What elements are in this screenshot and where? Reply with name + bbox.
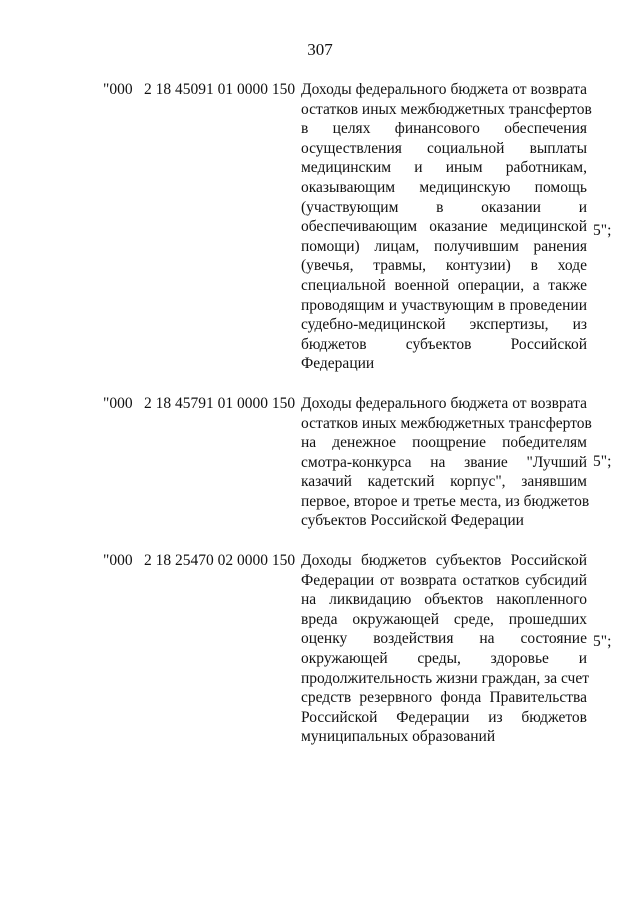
income-description [301,394,592,531]
budget-classification-code: 2 18 45091 01 0000 150 [144,81,296,98]
administrator-code: "000 [103,81,133,98]
description-line: казачий кадетский корпус", занявшим [301,473,587,491]
description-line: на ликвидацию объектов накопленного [301,591,587,609]
description-line: помощи) лицам, получившим ранения [301,237,587,255]
description-line: остатков иных межбюджетных трансфертов [301,100,592,118]
description-line: медицинским и иным работникам, [301,159,587,177]
description-line: обеспечивающим оказание медицинской [301,218,587,236]
budget-classification-code: 2 18 45791 01 0000 150 [144,394,296,412]
table-row [103,394,618,531]
page-number: 307 [307,40,333,59]
description-line: проводящим и участвующим в проведении [301,296,587,314]
description-line: Доходы федерального бюджета от возврата [301,81,587,98]
description-line: специальной военной операции, а также [301,276,587,294]
table-row [103,551,618,747]
description-line: на денежное поощрение победителям [301,434,587,452]
description-line: бюджетов субъектов Российской [301,335,587,353]
budget-classification-code: 2 18 25470 02 0000 150 [144,552,296,570]
description-line: Российской Федерации из бюджетов [301,708,587,726]
income-description [301,551,587,747]
row-suffix: 5"; [593,633,612,651]
description-line: первое, второе и третье места, из бюджетов [301,492,590,510]
document-table [0,80,640,747]
table-row [103,80,618,374]
description-line: Доходы федерального бюджета от возврата [301,394,587,412]
description-line: вреда окружающей среде, прошедших [301,610,587,628]
income-description [301,80,592,374]
description-line: муниципальных образований [301,728,496,746]
description-line: Доходы бюджетов субъектов Российской [301,552,587,570]
administrator-code: "000 [103,552,133,570]
row-suffix: 5"; [593,452,612,470]
description-line: остатков иных межбюджетных трансфертов [301,414,592,432]
description-line: (участвующим в оказании и [301,198,587,216]
description-line: Федерации от возврата остатков субсидий [301,571,587,589]
row-suffix: 5"; [593,222,612,239]
description-line: оказывающим медицинскую помощь [301,178,587,196]
description-line: оценку воздействия на состояние [301,630,587,648]
description-line: продолжительность жизни граждан, за счет [301,669,589,687]
administrator-code: "000 [103,394,133,412]
description-line: судебно-медицинской экспертизы, из [301,316,587,334]
description-line: Федерации [301,355,375,373]
description-line: в целях финансового обеспечения [301,120,587,138]
description-line: смотра-конкурса на звание "Лучший [301,453,587,471]
description-line: субъектов Российской Федерации [301,512,524,530]
description-line: средств резервного фонда Правительства [301,689,587,707]
description-line: осуществления социальной выплаты [301,139,587,157]
description-line: окружающей среды, здоровье и [301,650,587,668]
description-line: (увечья, травмы, контузии) в ходе [301,257,587,275]
